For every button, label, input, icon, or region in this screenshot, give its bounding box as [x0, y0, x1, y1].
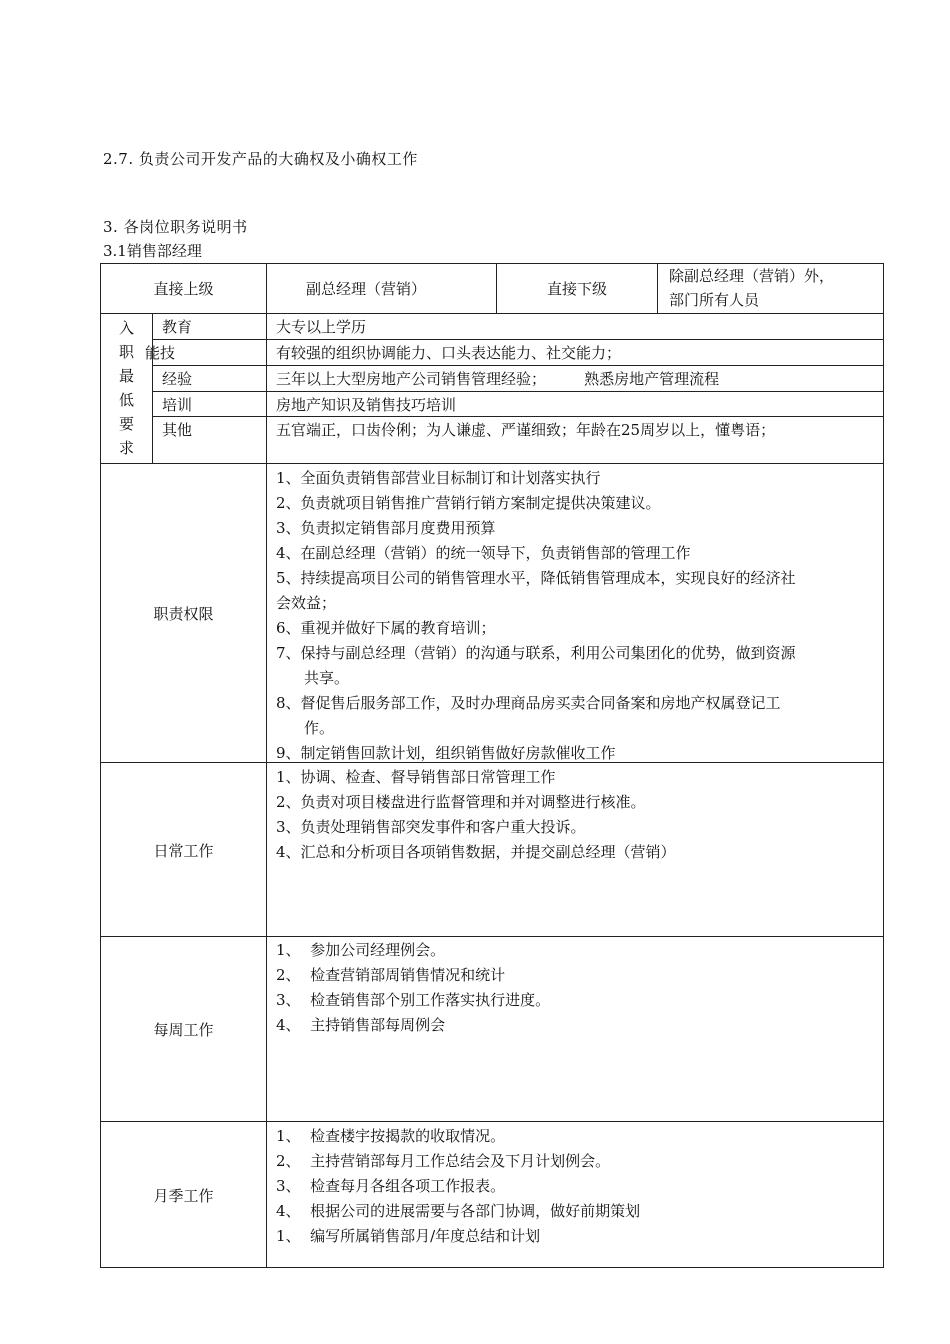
list-item: 1、 编写所属销售部月/年度总结和计划	[276, 1227, 541, 1245]
list-item: 8、督促售后服务部工作，及时办理商品房买卖合同备案和房地产权属登记工	[276, 694, 781, 712]
req-value-other: 五官端正，口齿伶俐；为人谦虚、严谨细致；年龄在25周岁以上，懂粤语；	[276, 421, 776, 439]
list-item: 9、制定销售回款计划，组织销售做好房款催收工作	[276, 744, 616, 762]
monthly-work-list	[276, 1124, 876, 1249]
list-item: 6、重视并做好下属的教育培训；	[276, 619, 496, 637]
list-item: 3、负责处理销售部突发事件和客户重大投诉。	[276, 818, 586, 836]
min-requirements-label	[101, 316, 152, 460]
req-key-experience: 经验	[162, 370, 193, 388]
list-item: 4、 根据公司的进展需要与各部门协调，做好前期策划	[276, 1202, 641, 1220]
req-value-education: 大专以上学历	[276, 318, 367, 336]
list-item: 4、汇总和分析项目各项销售数据，并提交副总经理（营销）	[276, 843, 676, 861]
req-key-training: 培训	[162, 396, 193, 414]
label-char: 要	[118, 415, 134, 433]
list-item: 2、负责对项目楼盘进行监督管理和并对调整进行核准。	[276, 793, 646, 811]
list-item: 共享。	[304, 669, 350, 687]
list-item: 1、 参加公司经理例会。	[276, 941, 446, 959]
direct-subordinate-label: 直接下级	[546, 280, 607, 298]
duties-list	[276, 466, 876, 766]
list-item: 4、 主持销售部每周例会	[276, 1016, 446, 1034]
label-char: 低	[118, 391, 134, 409]
list-item: 2、 主持营销部每月工作总结会及下月计划例会。	[276, 1152, 611, 1170]
list-item: 1、全面负责销售部营业目标制订和计划落实执行	[276, 469, 601, 487]
label-char: 求	[118, 439, 134, 457]
req-key-skills: 能技	[145, 344, 176, 362]
direct-superior-value: 副总经理（营销）	[306, 280, 427, 298]
duties-label: 职责权限	[153, 605, 214, 623]
weekly-work-list	[276, 938, 876, 1038]
direct-superior-label: 直接上级	[153, 280, 214, 298]
direct-subordinate-value-line1: 除副总经理（营销）外，	[669, 267, 835, 285]
list-item: 3、负责拟定销售部月度费用预算	[276, 519, 496, 537]
daily-work-label: 日常工作	[153, 842, 214, 860]
list-item: 3、 检查销售部个别工作落实执行进度。	[276, 991, 551, 1009]
list-item: 会效益；	[276, 594, 337, 612]
list-item: 5、持续提高项目公司的销售管理水平，降低销售管理成本，实现良好的经济社	[276, 569, 796, 587]
section-heading-3-1: 3.1销售部经理	[103, 242, 202, 260]
list-item: 4、在副总经理（营销）的统一领导下，负责销售部的管理工作	[276, 544, 691, 562]
weekly-work-label: 每周工作	[153, 1021, 214, 1039]
monthly-work-label: 月季工作	[153, 1187, 214, 1205]
list-item: 2、负责就项目销售推广营销行销方案制定提供决策建议。	[276, 494, 661, 512]
list-item: 3、 检查每月各组各项工作报表。	[276, 1177, 506, 1195]
section-heading-3: 3. 各岗位职务说明书	[103, 218, 248, 236]
req-value-skills: 有较强的组织协调能力、口头表达能力、社交能力；	[276, 344, 622, 362]
list-item: 2、 检查营销部周销售情况和统计	[276, 966, 506, 984]
label-char: 最	[118, 367, 134, 385]
list-item: 1、 检查楼宇按揭款的收取情况。	[276, 1127, 506, 1145]
req-key-education: 教育	[162, 318, 193, 336]
req-value-experience: 三年以上大型房地产公司销售管理经验； 熟悉房地产管理流程	[276, 370, 720, 388]
section-heading-2-7: 2.7. 负责公司开发产品的大确权及小确权工作	[103, 150, 418, 168]
list-item: 作。	[304, 719, 335, 737]
list-item: 7、保持与副总经理（营销）的沟通与联系，利用公司集团化的优势，做到资源	[276, 644, 796, 662]
label-char: 职	[118, 343, 134, 361]
label-char: 入	[118, 319, 134, 337]
daily-work-list	[276, 765, 876, 865]
direct-subordinate-value-line2: 部门所有人员	[669, 291, 760, 309]
req-key-other: 其他	[162, 421, 193, 439]
req-value-training: 房地产知识及销售技巧培训	[276, 396, 457, 414]
list-item: 1、协调、检查、督导销售部日常管理工作	[276, 768, 556, 786]
